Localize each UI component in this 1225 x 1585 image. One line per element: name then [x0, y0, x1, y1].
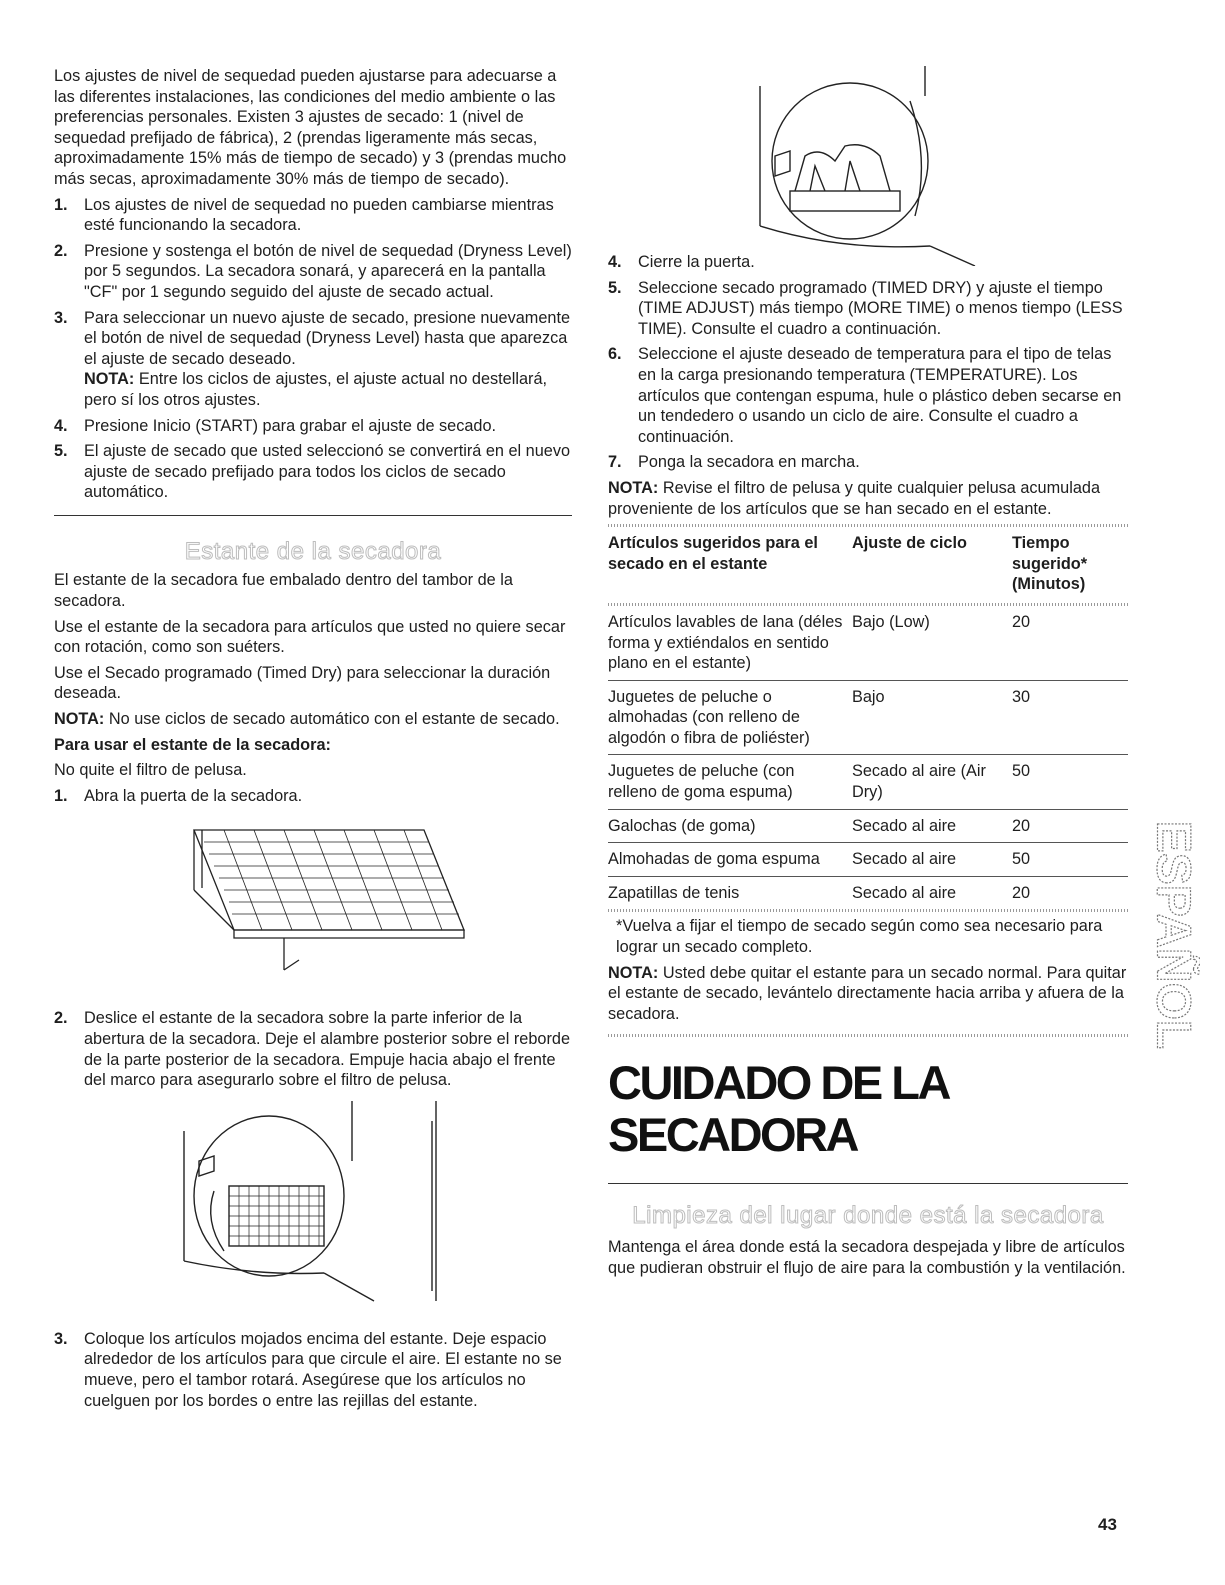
table-cell: Galochas (de goma)	[608, 809, 852, 843]
step-number: 6.	[608, 345, 622, 364]
rack-paragraph: Use el Secado programado (Timed Dry) para seleccionar la duración deseada.	[54, 663, 551, 703]
rack-lint-note	[608, 478, 1128, 519]
table-cell: Artículos lavables de lana (déles forma y extiéndalos en sentido plano en el estante)	[608, 606, 852, 680]
step-item	[608, 344, 1128, 447]
rack-note	[54, 709, 572, 730]
table-cell: 20	[1012, 606, 1128, 680]
table-cell: Secado al aire	[852, 843, 1012, 877]
step-item	[608, 452, 1128, 473]
step-number: 4.	[608, 253, 622, 271]
table-cell: Secado al aire	[852, 883, 957, 902]
table-header-row	[608, 527, 1128, 603]
step-text: Presione y sostenga el botón de nivel de sequedad (Dryness Level) por 5 segundos. La secadora sonará, y aparecerá en la pantalla "CF" por 1 segundo seguido del ajuste de secado actual.	[84, 241, 572, 301]
section-divider	[608, 1183, 1128, 1184]
step-item	[54, 441, 572, 503]
step-number: 1.	[54, 195, 68, 214]
side-tab-text: ESPAÑOL	[1146, 820, 1200, 1050]
table-row	[608, 876, 1128, 909]
step-text: Ponga la secadora en marcha.	[638, 453, 860, 472]
note-text: Usted debe quitar el estante para un secado normal. Para quitar el estante de secado, levántelo directamente hacia arriba y afuera de la secadora.	[608, 963, 1127, 1023]
table-row	[608, 680, 1128, 755]
table-cell: Juguetes de peluche (con relleno de goma espuma)	[608, 755, 852, 809]
table-cell: 20	[1012, 809, 1128, 843]
table-bottom-rule	[608, 909, 1128, 912]
use-step-item	[54, 1329, 572, 1411]
step-number: 5.	[608, 278, 622, 297]
step-text: Abra la puerta de la secadora.	[84, 786, 303, 805]
rack-section-title: Estante de la secadora	[184, 537, 442, 565]
use-paragraph: No quite el filtro de pelusa.	[54, 761, 247, 780]
step-text: Coloque los artículos mojados encima del estante. Deje espacio alrededor de los artículos para que circule el aire. El estante no se mueve, pero el tambor rotará. Asegúrese que los artículos no cuelguen por los bordes o entre las rejillas del estante.	[84, 1329, 562, 1410]
care-heading: CUIDADO DE LA SECADORA	[608, 1056, 948, 1162]
use-step-item	[54, 786, 572, 807]
table-cell: Almohadas de goma espuma	[608, 843, 852, 877]
table-cell: 30	[1012, 680, 1128, 755]
step-text: Los ajustes de nivel de sequedad no pueden cambiarse mientras esté funcionando la secadora.	[84, 195, 554, 235]
step-text: Deslice el estante de la secadora sobre la parte inferior de la abertura de la secadora. Deje el alambre posterior sobre el reborde de la parte posterior de la secadora. Empuje hacia abajo el frente del marco para asegurarlo sobre el filtro de pelusa.	[84, 1009, 570, 1090]
table-footnote	[608, 916, 1128, 957]
language-side-tab	[1140, 810, 1200, 1060]
step-item	[54, 416, 572, 437]
step-item	[54, 308, 572, 411]
cleaning-section-title: Limpieza del lugar donde está la secadora	[632, 1202, 1104, 1230]
dryer-rack-illustration	[174, 820, 474, 990]
table-row	[608, 755, 1128, 809]
step-item	[54, 195, 572, 236]
step-number: 3.	[54, 1329, 68, 1348]
table-row	[608, 606, 1128, 680]
step-text: Seleccione el ajuste deseado de temperatura para el tipo de telas en la carga presionando temperatura (TEMPERATURE). Los artículos que contengan espuma, hule o plástico deben secarse en un tendedero o usando un ciclo de aire. Consulte el cuadro a continuación.	[638, 345, 1122, 446]
table-cell: Secado al aire	[852, 809, 1012, 843]
note-label: NOTA:	[608, 963, 659, 982]
heading-rule	[608, 1034, 1128, 1037]
cleaning-paragraph: Mantenga el área donde está la secadora despejada y libre de artículos que pudieran obstruir el flujo de aire para la combustión y la ventilación.	[608, 1238, 1126, 1277]
step-text: Seleccione secado programado (TIMED DRY) y ajuste el tiempo (TIME ADJUST) más tiempo (MORE TIME) o menos tiempo (LESS TIME). Consulte el cuadro a continuación.	[638, 278, 1123, 338]
step-text: Presione Inicio (START) para grabar el ajuste de secado.	[84, 416, 497, 435]
step-item	[608, 278, 1128, 340]
step-text: Cierre la puerta.	[638, 253, 755, 271]
use-heading	[54, 735, 572, 756]
use-step-item	[54, 1008, 572, 1090]
note-label: NOTA:	[608, 478, 659, 497]
table-cell: 20	[1012, 883, 1031, 902]
rack-removal-note	[608, 963, 1128, 1025]
step-number: 2.	[54, 1009, 68, 1028]
section-divider	[54, 515, 572, 516]
step-number: 7.	[608, 453, 622, 472]
table-cell: Juguetes de peluche o almohadas (con relleno de algodón o fibra de poliéster)	[608, 680, 852, 755]
note-label: NOTA:	[54, 710, 105, 729]
dryness-intro: Los ajustes de nivel de sequedad pueden ajustarse para adecuarse a las diferentes instalaciones, las condiciones del medio ambiente o las preferencias personales. Existen 3 ajustes de secado: 1 (nivel de sequedad prefijado de fábrica), 2 (prendas ligeramente más secas, aproximadamente 15% más de tiempo de secado) y 3 (prendas mucho más secas, aproximadamente 30% más de tiempo de secado).	[54, 67, 567, 188]
table-cell: 50	[1012, 755, 1128, 809]
table-cell: Zapatillas de tenis	[608, 883, 740, 902]
table-cell: Secado al aire (Air Dry)	[852, 755, 1012, 809]
step-number: 1.	[54, 786, 68, 805]
rack-in-dryer-illustration	[174, 1101, 474, 1311]
right-column	[608, 252, 1128, 1283]
rack-drying-table	[608, 527, 1128, 909]
table-row	[608, 809, 1128, 843]
page-number: 43	[1098, 1515, 1117, 1534]
step-text: Para seleccionar un nuevo ajuste de secado, presione nuevamente el botón de nivel de sequedad (Dryness Level) hasta que aparezca el ajuste de secado deseado.	[84, 308, 571, 368]
footnote-text: *Vuelva a fijar el tiempo de secado según como sea necesario para lograr un secado completo.	[616, 917, 1103, 957]
step-item	[608, 252, 1128, 273]
table-row	[608, 843, 1128, 877]
use-heading-text: Para usar el estante de la secadora:	[54, 735, 331, 754]
note-text: No use ciclos de secado automático con el estante de secado.	[104, 710, 560, 729]
step-text: El ajuste de secado que usted seleccionó se convertirá en el nuevo ajuste de secado prefijado para todos los ciclos de secado automático.	[84, 442, 571, 502]
table-header: Artículos sugeridos para el secado en el estante	[608, 534, 818, 573]
note-label: NOTA:	[84, 370, 135, 389]
table-cell: 50	[1012, 843, 1128, 877]
step-item	[54, 241, 572, 303]
note-text: Revise el filtro de pelusa y quite cualquier pelusa acumulada proveniente de los artículos que se han secado en el estante.	[608, 478, 1101, 518]
step-number: 2.	[54, 241, 68, 260]
step-number: 3.	[54, 308, 68, 327]
table-cell: Bajo	[852, 680, 1012, 755]
table-header: Ajuste de ciclo	[852, 534, 967, 553]
step-number: 5.	[54, 442, 68, 461]
step-number: 4.	[54, 416, 68, 435]
table-header: Tiempo sugerido* (Minutos)	[1012, 534, 1088, 594]
left-column	[54, 66, 572, 1416]
closed-door-illustration	[750, 66, 990, 266]
note-text: Entre los ciclos de ajustes, el ajuste actual no destellará, pero sí los otros ajustes.	[84, 370, 548, 409]
rack-paragraph: Use el estante de la secadora para artículos que usted no quiere secar con rotación, como son suéters.	[54, 617, 566, 657]
rack-paragraph: El estante de la secadora fue embalado dentro del tambor de la secadora.	[54, 571, 513, 611]
table-cell: Bajo (Low)	[852, 606, 1012, 680]
